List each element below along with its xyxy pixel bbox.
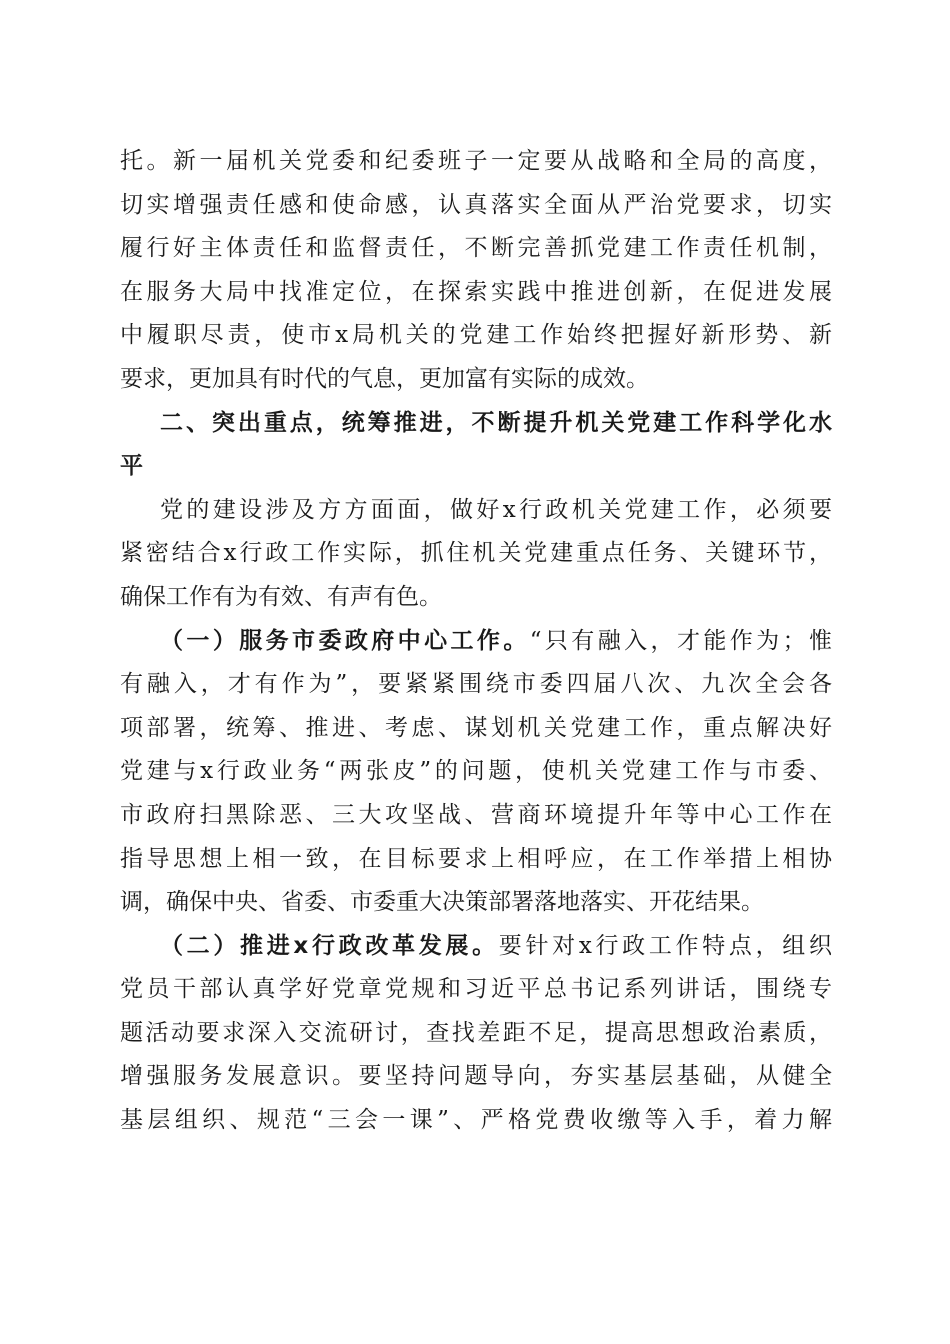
subsection-text: 要针对x行政工作特点，组织 <box>498 932 832 959</box>
paragraph-line: 题活动要求深入交流研讨，查找差距不足，提高思想政治素质， <box>120 1019 832 1046</box>
paragraph-line: 有融入，才有作为”，要紧紧围绕市委四届八次、九次全会各 <box>120 671 832 698</box>
paragraph-line: 在服务大局中找准定位，在探索实践中推进创新，在促进发展 <box>120 278 832 305</box>
paragraph-line: 党建与x行政业务“两张皮”的问题，使机关党建工作与市委、 <box>120 758 832 785</box>
subsection-title: （一）服务市委政府中心工作。 <box>160 627 530 654</box>
paragraph-line: 切实增强责任感和使命感，认真落实全面从严治党要求，切实 <box>120 191 832 218</box>
subsection-text: “只有融入，才能作为；惟 <box>529 627 832 654</box>
document-body <box>120 140 832 1143</box>
section-heading: 平 <box>120 453 143 480</box>
paragraph-line: 紧密结合x行政工作实际，抓住机关党建重点任务、关键环节， <box>120 540 832 567</box>
paragraph-line: 党员干部认真学好党章党规和习近平总书记系列讲话，围绕专 <box>120 976 832 1003</box>
paragraph-line: 调，确保中央、省委、市委重大决策部署落地落实、开花结果。 <box>120 889 764 916</box>
paragraph-line: 要求，更加具有时代的气息，更加富有实际的成效。 <box>120 365 649 392</box>
paragraph-line: 指导思想上相一致，在目标要求上相呼应，在工作举措上相协 <box>120 845 832 872</box>
paragraph-line: 履行好主体责任和监督责任，不断完善抓党建工作责任机制， <box>120 235 832 262</box>
paragraph-line: 增强服务发展意识。要坚持问题导向，夯实基层基础，从健全 <box>120 1063 832 1090</box>
paragraph-line: 项部署，统筹、推进、考虑、谋划机关党建工作，重点解决好 <box>120 714 832 741</box>
section-heading: 二、突出重点，统筹推进，不断提升机关党建工作科学化水 <box>160 409 832 436</box>
paragraph-line: 市政府扫黑除恶、三大攻坚战、营商环境提升年等中心工作在 <box>120 801 832 828</box>
paragraph-line: 中履职尽责，使市x局机关的党建工作始终把握好新形势、新 <box>120 322 832 349</box>
subsection-title: （二）推进x行政改革发展。 <box>160 932 499 959</box>
paragraph-line: 托。新一届机关党委和纪委班子一定要从战略和全局的高度， <box>120 148 832 174</box>
subsection-first-line <box>120 925 832 969</box>
paragraph-line: 基层组织、规范“三会一课”、严格党费收缴等入手，着力解 <box>120 1107 832 1134</box>
subsection-first-line <box>120 620 832 664</box>
paragraph-line: 确保工作有为有效、有声有色。 <box>120 583 442 610</box>
paragraph-line: 党的建设涉及方方面面，做好x行政机关党建工作，必须要 <box>160 496 832 523</box>
